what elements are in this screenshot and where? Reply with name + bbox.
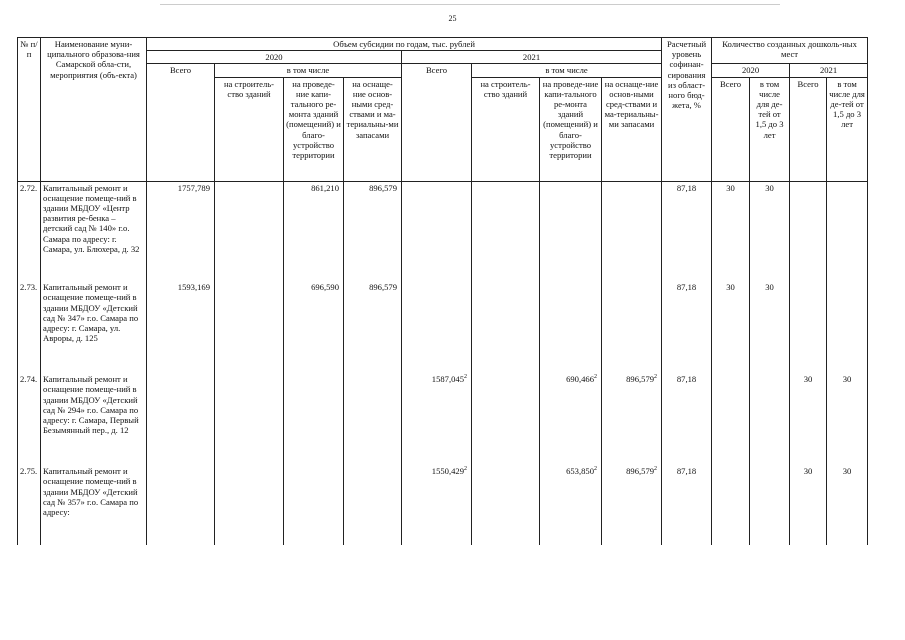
cell-repair-2020: [284, 181, 344, 281]
header-places-2020: 2020: [712, 64, 790, 77]
cell-row-name: [41, 281, 147, 373]
cell-rate: [662, 373, 712, 465]
cell-repair-2021: [540, 373, 602, 465]
table-body: [18, 181, 868, 545]
cell-construction-2020: [215, 465, 284, 545]
cell-value: 653,850: [566, 466, 594, 477]
cell-places-2021: [790, 181, 827, 281]
cell-total-2020: [147, 181, 215, 281]
cell-places-2020: [712, 281, 750, 373]
header-year-2021: 2021: [402, 51, 662, 64]
header-places: Количество созданных дошколь-ных мест: [712, 38, 868, 64]
cell-repair-2020: [284, 465, 344, 545]
cell-total-2021: [402, 373, 472, 465]
top-edge-line: [160, 4, 780, 5]
cell-total-2020: [147, 465, 215, 545]
cell-repair-2020: [284, 373, 344, 465]
cell-construction-2020: [215, 281, 284, 373]
subsidy-table: [17, 37, 868, 545]
header-equipment-2021: на оснаще-ние основ-ными сред-ствами и ма-териальны-ми запасами: [602, 77, 662, 181]
cell-row-name: [41, 373, 147, 465]
cell-repair-2021: [540, 181, 602, 281]
cell-value: 696,590: [311, 282, 339, 293]
cell-value: Капитальный ремонт и оснащение помеще-ний в здании МБДОУ «Детский сад № 347» г.о. Самара по адресу: г. Самара, ул. Авроры, д. 125: [43, 282, 139, 344]
cell-repair-2021: [540, 281, 602, 373]
cell-equipment-2021: [602, 465, 662, 545]
cell-children-2020: [750, 181, 790, 281]
footnote-mark: 2: [464, 374, 467, 381]
cell-construction-2021: [472, 181, 540, 281]
cell-equipment-2020: [344, 181, 402, 281]
cell-value: 690,466: [566, 374, 594, 385]
cell-value: 87,18: [676, 374, 697, 385]
header-subsidies: Объем субсидии по годам, тыс. рублей: [147, 38, 662, 51]
cell-children-2021: [827, 281, 868, 373]
table-row: [18, 281, 868, 373]
cell-rate: [662, 281, 712, 373]
cell-value: 2.72.: [20, 182, 38, 193]
cell-value: 87,18: [676, 282, 697, 293]
cell-value: 2.75.: [20, 466, 38, 477]
cell-construction-2020: [215, 373, 284, 465]
header-num: № п/п: [18, 38, 41, 182]
cell-value: 896,579: [626, 466, 655, 477]
header-name: Наименование муни-ципального образова-ния Самарской обла-сти, мероприятия (объ-екта): [41, 38, 147, 182]
cell-value: 2.73.: [20, 282, 38, 293]
cell-value: 30: [803, 466, 813, 477]
footnote-mark: 2: [654, 466, 658, 473]
cell-value: 1757,789: [177, 182, 210, 193]
cell-value: 30: [726, 282, 735, 293]
cell-children-2021: [827, 373, 868, 465]
cell-value: 30: [726, 182, 735, 193]
cell-value: 861,210: [311, 182, 339, 193]
footnote-mark: 2: [654, 374, 658, 381]
header-repair-2020: на проведе-ние капи-тального ре-монта зданий (помещений) и благо-устройство территории: [284, 77, 344, 181]
header-places-2021: 2021: [790, 64, 868, 77]
cell-value: 896,579: [369, 182, 397, 193]
table-row: [18, 465, 868, 545]
cell-row-num: [18, 181, 41, 281]
cell-children-2020: [750, 465, 790, 545]
header-rate: Расчетный уровень софинан-сирования из област-ного бюд-жета, %: [662, 38, 712, 182]
footnote-mark: 2: [594, 374, 597, 381]
cell-value: 30: [842, 374, 852, 385]
cell-equipment-2021: [602, 373, 662, 465]
cell-value: 896,579: [369, 282, 397, 293]
cell-value: 30: [765, 282, 774, 293]
footnote-mark: 2: [594, 466, 597, 473]
cell-value: 87,18: [676, 182, 697, 193]
cell-value: Капитальный ремонт и оснащение помеще-ний в здании МБДОУ «Центр развития ре-бенка – детский сад № 140» г.о. Самара по адресу: г. Самара, ул. Блюхера, д. 32: [43, 182, 140, 254]
header-repair-2021: на проведе-ние капи-тального ре-монта зданий (помещений) и благо-устройство территории: [540, 77, 602, 181]
cell-value: 1587,045: [431, 374, 464, 385]
cell-places-2020: [712, 181, 750, 281]
cell-value: 1550,429: [431, 466, 464, 477]
cell-children-2021: [827, 465, 868, 545]
cell-value: 30: [765, 182, 774, 193]
cell-equipment-2021: [602, 181, 662, 281]
cell-row-name: [41, 181, 147, 281]
cell-places-2020: [712, 373, 750, 465]
footnote-mark: 2: [464, 466, 467, 473]
cell-equipment-2020: [344, 465, 402, 545]
cell-total-2021: [402, 281, 472, 373]
header-places-total-2021: Всего: [790, 77, 827, 181]
header-children-2020: в том числе для де-тей от 1,5 до 3 лет: [750, 77, 790, 181]
cell-row-num: [18, 465, 41, 545]
cell-places-2021: [790, 373, 827, 465]
cell-repair-2020: [284, 281, 344, 373]
cell-value: Капитальный ремонт и оснащение помеще-ний в здании МБДОУ «Детский сад № 357» г.о. Самара по адресу:: [43, 466, 139, 517]
header-total-2020: Всего: [147, 64, 215, 181]
cell-construction-2021: [472, 465, 540, 545]
cell-construction-2021: [472, 281, 540, 373]
cell-value: 2.74.: [20, 374, 38, 385]
header-children-2021: в том числе для де-тей от 1,5 до 3 лет: [827, 77, 868, 181]
cell-rate: [662, 181, 712, 281]
page-number: 25: [448, 14, 457, 23]
cell-value: 896,579: [626, 374, 655, 385]
cell-total-2020: [147, 373, 215, 465]
cell-places-2021: [790, 281, 827, 373]
header-construction-2020: на строитель-ство зданий: [215, 77, 284, 181]
table-row: [18, 373, 868, 465]
cell-value: 1593,169: [177, 282, 210, 293]
cell-row-num: [18, 281, 41, 373]
cell-value: 87,18: [676, 466, 697, 477]
cell-equipment-2021: [602, 281, 662, 373]
cell-children-2021: [827, 181, 868, 281]
header-places-total-2020: Всего: [712, 77, 750, 181]
table-row: [18, 181, 868, 281]
header-equipment-2020: на оснаще-ние основ-ными сред-ствами и ма-териальны-ми запасами: [344, 77, 402, 181]
cell-construction-2021: [472, 373, 540, 465]
cell-rate: [662, 465, 712, 545]
cell-places-2021: [790, 465, 827, 545]
header-construction-2021: на строитель-ство зданий: [472, 77, 540, 181]
cell-row-name: [41, 465, 147, 545]
header-total-2021: Всего: [402, 64, 472, 181]
cell-children-2020: [750, 373, 790, 465]
header-year-2020: 2020: [147, 51, 402, 64]
cell-equipment-2020: [344, 281, 402, 373]
cell-equipment-2020: [344, 373, 402, 465]
header-including-2021: в том числе: [472, 64, 662, 77]
cell-value: Капитальный ремонт и оснащение помеще-ний в здании МБДОУ «Детский сад № 294» г.о. Самара по адресу: г. Самара, Первый Безымянный пер., д. 12: [43, 374, 139, 436]
cell-total-2021: [402, 181, 472, 281]
cell-row-num: [18, 373, 41, 465]
cell-total-2021: [402, 465, 472, 545]
table-header: [18, 38, 868, 182]
cell-value: 30: [803, 374, 813, 385]
cell-children-2020: [750, 281, 790, 373]
cell-places-2020: [712, 465, 750, 545]
cell-total-2020: [147, 281, 215, 373]
cell-repair-2021: [540, 465, 602, 545]
cell-construction-2020: [215, 181, 284, 281]
cell-value: 30: [842, 466, 852, 477]
header-including-2020: в том числе: [215, 64, 402, 77]
